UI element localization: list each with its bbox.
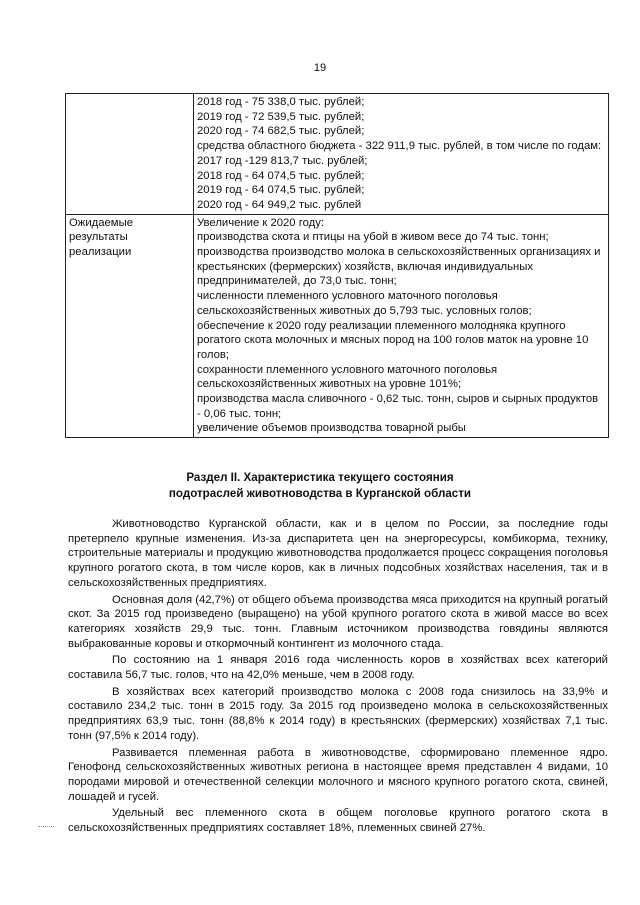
table-row-expected-results	[66, 214, 609, 438]
table-cell-expected-results	[194, 214, 609, 438]
result-line: обеспечение к 2020 году реализации племенного молодняка крупного рогатого скота молочных и мясных пород на 100 голов маток на уровне 10 голов;	[197, 319, 589, 361]
section-heading-line: подотраслей животноводства в Курганской области	[168, 487, 472, 500]
expected-results-label: Ожидаемые результаты реализации	[66, 214, 194, 438]
table-cell-funding-values	[194, 94, 609, 215]
paragraph: По состоянию на 1 января 2016 года численность коров в хозяйствах всех категорий составила 56,7 тыс. голов, что на 42,0% меньше, чем в 2008 году.	[68, 654, 608, 682]
funding-line: 2018 год - 64 074,5 тыс. рублей;	[197, 169, 365, 182]
paragraph: Основная доля (42,7%) от общего объема производства мяса приходится на крупный рогатый скот. За 2015 год произведено (выращено) на убой крупного рогатого скота в живой массе во всех категориях хозяйств 29,9 тыс. тонн. Главным источником производства говядины являются выбракованные коровы и откормочный контингент из молочного стада.	[68, 593, 608, 650]
funding-line: 2018 год - 75 338,0 тыс. рублей;	[197, 96, 365, 108]
funding-line: 2020 год - 74 682,5 тыс. рублей;	[197, 125, 365, 138]
result-line: производства масла сливочного - 0,62 тыс. тонн, сыров и сырных продуктов - 0,06 тыс. тонн;	[197, 393, 599, 420]
table-row-funding	[66, 94, 609, 215]
program-passport-table	[65, 93, 609, 438]
funding-line: средства областного бюджета - 322 911,9 тыс. рублей, в том числе по годам:	[197, 140, 602, 153]
table-cell-label-empty	[66, 94, 194, 215]
result-line: производства скота и птицы на убой в живом весе до 74 тыс. тонн;	[197, 231, 549, 244]
section-heading	[0, 470, 640, 502]
paragraph: Развивается племенная работа в животноводстве, сформировано племенное ядро. Генофонд сельскохозяйственных животных региона в настоящее время представлен 4 видами, 10 породами мировой и отечественной селекции молочного и мясного крупного рогатого скота, свиней, лошадей и гусей.	[68, 746, 608, 803]
scan-margin-mark	[38, 826, 54, 828]
funding-line: 2019 год - 64 074,5 тыс. рублей;	[197, 184, 365, 197]
result-line: увеличение объемов производства товарной рыбы	[197, 422, 466, 435]
paragraph: В хозяйствах всех категорий производство молока с 2008 года снизилось на 33,9% и составило 234,2 тыс. тонн в 2015 году. За 2015 год произведено молока в сельскохозяйственных предприятиях 63,9 тыс. тонн (88,8% к 2014 году) в крестьянских (фермерских) хозяйствах 7,1 тыс. тонн (97,5% к 2014 году).	[68, 685, 608, 742]
funding-line: 2020 год - 64 949,2 тыс. рублей	[197, 198, 362, 211]
result-line: Увеличение к 2020 году:	[197, 216, 325, 229]
funding-line: 2019 год - 72 539,5 тыс. рублей;	[197, 110, 365, 123]
result-line: сохранности племенного условного маточного поголовья сельскохозяйственных животных на уровне 101%;	[197, 363, 498, 391]
funding-line: 2017 год -129 813,7 тыс. рублей;	[197, 154, 368, 167]
section-body	[68, 517, 608, 838]
paragraph: Удельный вес племенного скота в общем поголовье крупного рогатого скота в сельскохозяйственных предприятиях составляет 18%, племенных свиней 27%.	[68, 807, 608, 835]
section-heading-line: Раздел II. Характеристика текущего состояния	[186, 471, 454, 484]
paragraph: Животноводство Курганской области, как и в целом по России, за последние годы претерпело крупные изменения. Из-за диспаритета цен на энергоресурсы, комбикорма, технику, строительные материалы и продукцию животноводства продолжается процесс сокращения поголовья крупного рогатого скота, в том числе коров, как в личных подсобных хозяйствах населения, так и в сельскохозяйственных предприятиях.	[68, 518, 608, 589]
result-line: численности племенного условного маточного поголовья сельскохозяйственных животных до 5,793 тыс. условных голов;	[197, 290, 532, 317]
result-line: производства производство молока в сельскохозяйственных организациях и крестьянских (фермерских) хозяйств, включая индивидуальных предпринимателей, до 73,0 тыс. тонн;	[197, 246, 601, 288]
page-number: 19	[313, 62, 327, 74]
